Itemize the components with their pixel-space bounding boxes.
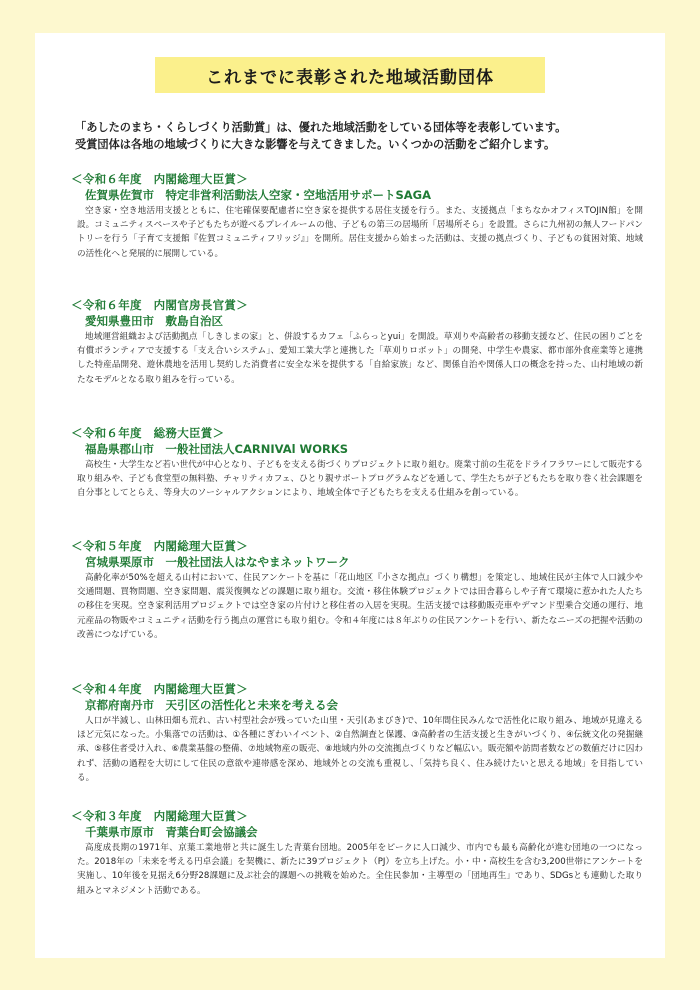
activity-description: 高齢化率が50%を超える山村において、住民アンケートを基に「花山地区『小さな拠点』づくり構想」を策定し、地域住民が主体で人口減少や交通問題、買物問題、空き家問題、震災復興などの課題に取り組む。交流・移住体験プロジェクトでは田舎暮らしや子育て環境に惹かれた人たちの移住を実現。空き家利活用プロジェクトでは空き家の片付けと移住者の入居を実現。生活支援では移動販売車やデマンド型乗合交通の運行、地元産品の物販やコミュニティ活動を行う拠点の運営にも取り組む。令和４年度には８年ぶりの住民アンケートを行い、新たなニーズの把握や活動の改善につなげている。 xyxy=(77,573,643,640)
organization-name: 愛知県豊田市 敷島自治区 xyxy=(85,314,223,328)
award-section-1 xyxy=(71,171,643,261)
page-title: これまでに表彰された地域活動団体 xyxy=(155,57,545,93)
organization-name: 宮城県栗原市 一般社団法人はなやまネットワーク xyxy=(85,555,350,569)
intro-line-2: 受賞団体は各地の地域づくりに大きな影響を与えてきました。いくつかの活動をご紹介します。 xyxy=(75,138,556,151)
award-heading: ＜令和４年度 内閣総理大臣賞＞ xyxy=(71,682,248,696)
activity-description: 高度成長期の1971年、京葉工業地帯と共に誕生した青葉台団地。2005年をピークに人口減少、市内でも最も高齢化が進む団地の一つになった。2018年の「未来を考える円卓会議」を契機に、新たに39プロジェクト（PJ）を立ち上げた。小・中・高校生を含む3,200世帯にアンケートを実施し、10年後を見据え6分野28課題に及ぶ社会的課題への挑戦を始めた。全住民参加・主導型の「団地再生」であり、SDGsとも連動した取り組みとマネジメント活動である。 xyxy=(77,843,643,896)
activity-description: 空き家・空き地活用支援とともに、住宅確保要配慮者に空き家を提供する居住支援を行う。また、支援拠点「まちなかオフィスTOJIN館」を開設。コミュニティスペースや子どもたちが遊べるプレイルームの他、子どもの第三の居場所「居場所そら」を設置。さらに九州初の無人フードパントリーを行う「子育て支援館『佐賀コミュニティフリッジ』」を開所。居住支援から始まった活動は、支援の拠点づくり、子どもの貧困対策、地域の活性化へと発展的に展開している。 xyxy=(77,206,643,259)
intro-line-1: 「あしたのまち・くらしづくり活動賞」は、優れた地域活動をしている団体等を表彰しています。 xyxy=(75,121,567,134)
activity-description: 人口が半減し、山林田畑も荒れ、古い村型社会が残っていた山里・天引(あまびき)で、10年間住民みんなで活性化に取り組み、地域が見違えるほど元気になった。小集落での活動は、①各種にぎわいイベント、②自然調査と保護、③高齢者の生活支援と生きがいづくり、④伝統文化の発掘継承、⑤移住者受け入れ、⑥農業基盤の整備、⑦地域物産の販売、⑧地域内外の交流拠点づくりなど幅広い。販売額や訪問者数などの数値だけに囚われず、活動の過程を大切にして住民の意欲や連帯感を深め、地域外との交流も重視し、「気持ち良く、住み続けたいと思える地域」を目指している。 xyxy=(77,716,643,783)
award-section-4 xyxy=(71,538,643,642)
organization-name: 佐賀県佐賀市 特定非営利活動法人空家・空地活用サポートSAGA xyxy=(85,188,432,202)
award-section-6 xyxy=(71,808,643,898)
award-section-5 xyxy=(71,681,643,785)
award-heading: ＜令和６年度 総務大臣賞＞ xyxy=(71,426,225,440)
intro-text xyxy=(75,119,650,153)
activity-description: 高校生・大学生など若い世代が中心となり、子どもを支える街づくりプロジェクトに取り組む。廃業寸前の生花をドライフラワーにして販売する取り組みや、子ども食堂型の無料塾、チャリティカフェ、ひとり親サポートプログラムなどを通して、学生たちが子どもたちを取り巻く社会課題を自分事としてとらえ、等身大のソーシャルアクションにより、地域全体で子どもたちを支える仕組みを創っている。 xyxy=(77,460,643,499)
activity-description: 地域運営組織および活動拠点「しきしまの家」と、併設するカフェ「ふらっとyui」を開設。草刈りや高齢者の移動支援など、住民の困りごとを有償ボランティアで支援する「支え合いシステム」、愛知工業大学と連携した「草刈りロボット」の開発、中学生や農家、都市部外食産業等と連携した特産品開発、遊休農地を活用し契約した消費者に安全な米を提供する「自給家族」など、関係自治や関係人口の概念を持った、山村地域の新たなモデルとなる取り組みを行っている。 xyxy=(77,332,643,385)
award-heading: ＜令和６年度 内閣総理大臣賞＞ xyxy=(71,172,248,186)
organization-name: 千葉県市原市 青葉台町会協議会 xyxy=(85,825,258,839)
award-heading: ＜令和５年度 内閣総理大臣賞＞ xyxy=(71,539,248,553)
award-heading: ＜令和３年度 内閣総理大臣賞＞ xyxy=(71,809,248,823)
organization-name: 福島県郡山市 一般社団法人CARNIVAl WORKS xyxy=(85,442,349,456)
document-page xyxy=(35,33,665,958)
award-section-2 xyxy=(71,297,643,387)
award-section-3 xyxy=(71,425,643,501)
organization-name: 京都府南丹市 天引区の活性化と未来を考える会 xyxy=(85,698,338,712)
award-heading: ＜令和６年度 内閣官房長官賞＞ xyxy=(71,298,248,312)
